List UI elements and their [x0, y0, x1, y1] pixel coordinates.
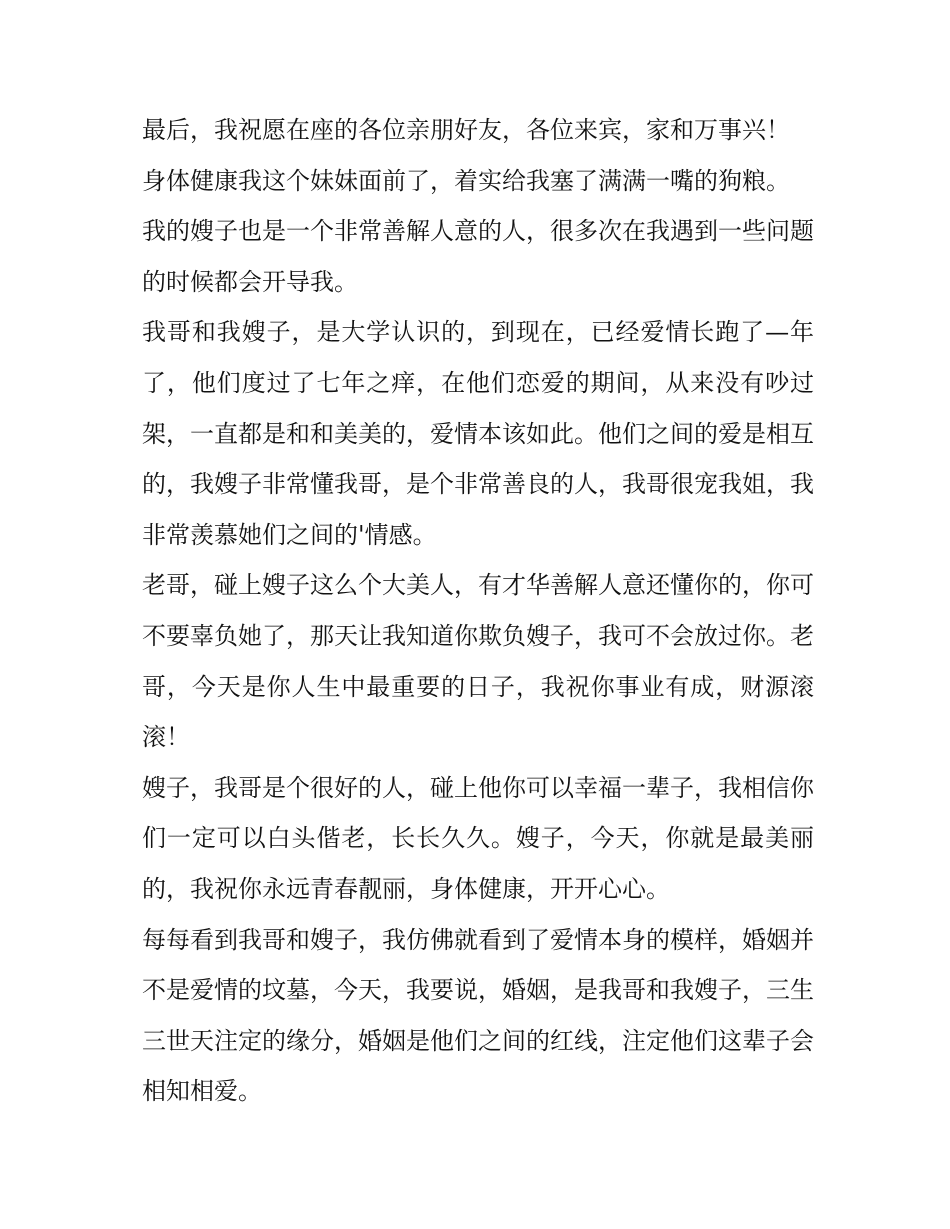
- paragraph-marriage: 每每看到我哥和嫂子，我仿佛就看到了爱情本身的模样，婚姻并不是爱情的坟墓，今天，我要说，婚姻，是我哥和我嫂子，三生三世天注定的缘分，婚姻是他们之间的红线，注定他们这辈子会相知相爱。: [142, 925, 814, 1106]
- paragraph-to-sister-in-law: 嫂子，我哥是个很好的人，碰上他你可以幸福一辈子，我相信你们一定可以白头偕老，长长久久。嫂子，今天，你就是最美丽的，我祝你永远青春靓丽，身体健康，开开心心。: [142, 773, 814, 903]
- paragraph-closing-wish: 最后，我祝愿在座的各位亲朋好友，各位来宾，家和万事兴！: [142, 116, 790, 144]
- paragraph-love-story: 我哥和我嫂子，是大学认识的，到现在，已经爱情长跑了—年了，他们度过了七年之痒，在他们恋爱的期间，从来没有吵过架，一直都是和和美美的，爱情本该如此。他们之间的爱是相互的，我嫂子非常懂我哥，是个非常善良的人，我哥很宠我姐，我非常羡慕她们之间的'情感。: [142, 318, 814, 549]
- paragraph-to-brother: 老哥，碰上嫂子这么个大美人，有才华善解人意还懂你的，你可不要辜负她了，那天让我知道你欺负嫂子，我可不会放过你。老哥，今天是你人生中最重要的日子，我祝你事业有成，财源滚滚！: [142, 571, 814, 752]
- paragraph-health: 身体健康我这个妹妹面前了，着实给我塞了满满一嘴的狗粮。: [142, 166, 790, 195]
- paragraph-sister-in-law: 我的嫂子也是一个非常善解人意的人，很多次在我遇到一些问题的时候都会开导我。: [142, 217, 814, 296]
- document-body: [142, 105, 814, 1117]
